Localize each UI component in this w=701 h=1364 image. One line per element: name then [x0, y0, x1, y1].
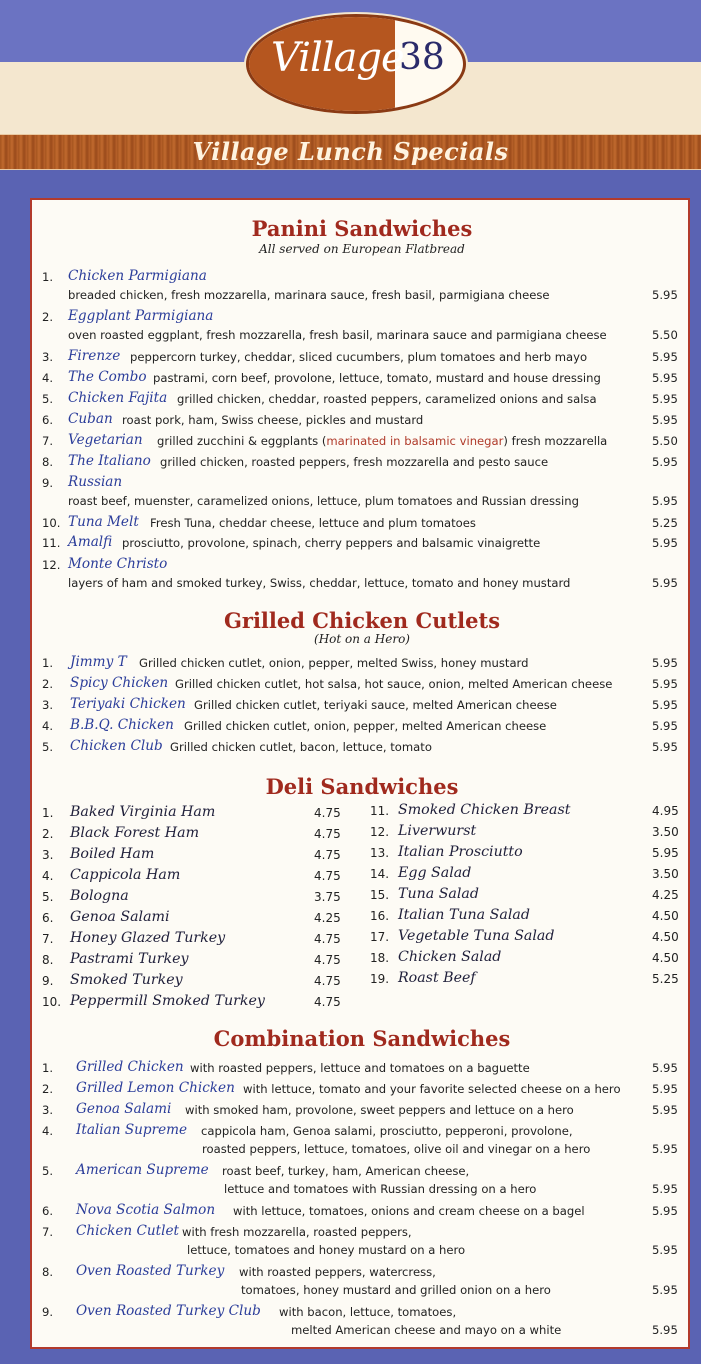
item-number: 4.	[42, 1124, 54, 1138]
item-name: The Italiano	[68, 453, 151, 469]
item-price: 4.95	[652, 804, 679, 818]
item-desc: pastrami, corn beef, provolone, lettuce, tomato, mustard and house dressing	[153, 371, 601, 385]
item-desc: with bacon, lettuce, tomatoes,	[279, 1305, 457, 1319]
deli-item	[42, 888, 362, 908]
item-name: Chicken Parmigiana	[68, 268, 207, 284]
item-name: Pastrami Turkey	[70, 951, 189, 967]
item-name: Italian Supreme	[76, 1122, 188, 1138]
combo-item-detail	[42, 1281, 682, 1301]
item-price: 4.75	[314, 974, 341, 988]
item-number: 4.	[42, 869, 54, 883]
item-name: Italian Prosciutto	[398, 844, 523, 860]
combo-item	[42, 1202, 682, 1222]
deli-item	[370, 865, 690, 885]
item-desc: breaded chicken, fresh mozzarella, marinara sauce, fresh basil, parmigiana cheese	[68, 288, 550, 302]
item-price: 5.95	[652, 1283, 678, 1297]
item-price: 5.25	[652, 972, 679, 986]
deli-item	[42, 846, 362, 866]
panini-item	[42, 556, 682, 576]
item-name: Italian Tuna Salad	[398, 907, 530, 923]
deli-item	[42, 825, 362, 845]
panini-item	[42, 390, 682, 410]
item-name: Genoa Salami	[70, 909, 170, 925]
deli-item	[370, 886, 690, 906]
grilled-item	[42, 675, 682, 695]
item-desc: grilled chicken, cheddar, roasted peppers, caramelized onions and salsa	[177, 392, 597, 406]
item-name: Spicy Chicken	[70, 675, 169, 691]
item-number: 10.	[42, 516, 61, 530]
item-name: Tuna Melt	[68, 514, 139, 530]
item-desc: with roasted peppers, watercress,	[239, 1265, 436, 1279]
panini-item-detail	[42, 492, 682, 512]
item-desc: roast pork, ham, Swiss cheese, pickles and mustard	[122, 413, 424, 427]
item-number: 11.	[370, 804, 390, 818]
item-price: 5.95	[652, 536, 678, 550]
item-price: 4.50	[652, 909, 679, 923]
panini-item	[42, 453, 682, 473]
item-price: 5.95	[652, 1103, 678, 1117]
panini-item	[42, 514, 682, 534]
item-name: Roast Beef	[398, 970, 476, 986]
item-desc: layers of ham and smoked turkey, Swiss, cheddar, lettuce, tomato and honey mustard	[68, 576, 571, 590]
item-price: 5.95	[652, 656, 678, 670]
deli-item	[42, 804, 362, 824]
deli-item	[42, 993, 362, 1013]
item-name: Chicken Fajita	[68, 390, 168, 406]
item-price: 5.95	[652, 1061, 678, 1075]
combo-item	[42, 1223, 682, 1243]
logo-name: Village	[271, 35, 404, 81]
item-desc: grilled chicken, roasted peppers, fresh mozzarella and pesto sauce	[160, 455, 549, 469]
combo-item	[42, 1303, 682, 1323]
item-price: 4.75	[314, 995, 341, 1009]
item-name: Oven Roasted Turkey	[76, 1263, 225, 1279]
combo-item	[42, 1080, 682, 1100]
panini-item	[42, 534, 682, 554]
deli-item	[42, 867, 362, 887]
item-name: Smoked Chicken Breast	[398, 802, 571, 818]
item-number: 4.	[42, 371, 54, 385]
item-name: Cappicola Ham	[70, 867, 181, 883]
item-desc: oven roasted eggplant, fresh mozzarella, fresh basil, marinara sauce and parmigiana cheese	[68, 328, 607, 342]
item-price: 4.50	[652, 930, 679, 944]
item-number: 3.	[42, 1103, 54, 1117]
item-desc: roast beef, turkey, ham, American cheese,	[222, 1164, 470, 1178]
panini-item-detail	[42, 326, 682, 346]
item-price: 5.50	[652, 328, 678, 342]
grilled-item	[42, 717, 682, 737]
grilled-item	[42, 654, 682, 674]
deli-item	[370, 949, 690, 969]
item-name: Bologna	[70, 888, 129, 904]
item-price: 5.95	[652, 1243, 678, 1257]
item-number: 17.	[370, 930, 390, 944]
item-price: 4.75	[314, 848, 341, 862]
item-desc: Grilled chicken cutlet, hot salsa, hot sauce, onion, melted American cheese	[175, 677, 613, 691]
item-name: Cuban	[68, 411, 113, 427]
item-price: 4.75	[314, 953, 341, 967]
grilled-item	[42, 738, 682, 758]
item-price: 4.75	[314, 827, 341, 841]
item-number: 2.	[42, 827, 54, 841]
item-desc: Grilled chicken cutlet, bacon, lettuce, tomato	[170, 740, 432, 754]
item-name: Russian	[68, 474, 123, 490]
item-number: 3.	[42, 698, 54, 712]
item-name: Amalfi	[68, 534, 113, 550]
item-price: 5.95	[652, 1082, 678, 1096]
item-name: Grilled Chicken	[76, 1059, 184, 1075]
item-price: 5.95	[652, 494, 678, 508]
item-price: 5.95	[652, 392, 678, 406]
item-number: 5.	[42, 1164, 54, 1178]
item-desc-highlight: marinated in balsamic vinegar	[326, 434, 504, 448]
item-name: Smoked Turkey	[70, 972, 183, 988]
deli-item	[42, 930, 362, 950]
item-price: 5.50	[652, 434, 678, 448]
item-price: 3.50	[652, 825, 679, 839]
item-number: 3.	[42, 848, 54, 862]
item-number: 4.	[42, 719, 54, 733]
item-name: Peppermill Smoked Turkey	[70, 993, 265, 1009]
combo-item-detail	[42, 1180, 682, 1200]
item-price: 5.95	[652, 740, 678, 754]
item-number: 8.	[42, 1265, 54, 1279]
item-price: 5.95	[652, 455, 678, 469]
item-desc: with fresh mozzarella, roasted peppers,	[182, 1225, 412, 1239]
item-number: 1.	[42, 270, 54, 284]
item-number: 6.	[42, 413, 54, 427]
item-number: 1.	[42, 806, 54, 820]
deli-item	[370, 970, 690, 990]
item-price: 5.95	[652, 350, 678, 364]
item-price: 5.95	[652, 1323, 678, 1337]
item-name: Teriyaki Chicken	[70, 696, 186, 712]
panini-item	[42, 308, 682, 328]
item-price: 5.95	[652, 1142, 678, 1156]
item-desc-continued: melted American cheese and mayo on a white	[291, 1323, 562, 1337]
item-desc: with smoked ham, provolone, sweet peppers and lettuce on a hero	[185, 1103, 574, 1117]
item-name: Egg Salad	[398, 865, 472, 881]
item-number: 18.	[370, 951, 390, 965]
item-number: 7.	[42, 1225, 54, 1239]
item-number: 2.	[42, 310, 54, 324]
item-name: Honey Glazed Turkey	[70, 930, 226, 946]
item-price: 5.95	[652, 413, 678, 427]
item-name: Chicken Cutlet	[76, 1223, 179, 1239]
item-number: 5.	[42, 392, 54, 406]
panini-subtitle: All served on European Flatbread	[259, 242, 465, 256]
grilled-subtitle: (Hot on a Hero)	[314, 632, 410, 646]
item-desc: Grilled chicken cutlet, onion, pepper, melted Swiss, honey mustard	[139, 656, 529, 670]
item-number: 12.	[370, 825, 390, 839]
item-name: American Supreme	[76, 1162, 209, 1178]
item-number: 7.	[42, 932, 54, 946]
panini-item	[42, 369, 682, 389]
grilled-item	[42, 696, 682, 716]
combo-item	[42, 1162, 682, 1182]
deli-item	[370, 844, 690, 864]
item-name: Genoa Salami	[76, 1101, 172, 1117]
item-name: Grilled Lemon Chicken	[76, 1080, 235, 1096]
item-name: Jimmy T	[70, 654, 127, 670]
item-desc: with lettuce, tomatoes, onions and cream cheese on a bagel	[233, 1204, 585, 1218]
item-number: 9.	[42, 476, 54, 490]
item-number: 7.	[42, 434, 54, 448]
subtitle-banner	[0, 134, 701, 170]
combo-item	[42, 1101, 682, 1121]
item-number: 5.	[42, 890, 54, 904]
item-number: 9.	[42, 974, 54, 988]
item-name: Liverwurst	[398, 823, 477, 839]
deli-item	[370, 802, 690, 822]
item-desc: with roasted peppers, lettuce and tomatoes on a baguette	[190, 1061, 530, 1075]
item-number: 6.	[42, 1204, 54, 1218]
item-desc-continued: tomatoes, honey mustard and grilled onion on a hero	[241, 1283, 551, 1297]
item-price: 4.25	[652, 888, 679, 902]
combo-title: Combination Sandwiches	[213, 1026, 511, 1051]
item-price: 4.75	[314, 869, 341, 883]
item-price: 4.75	[314, 806, 341, 820]
item-number: 2.	[42, 1082, 54, 1096]
item-number: 19.	[370, 972, 390, 986]
combo-item-detail	[42, 1241, 682, 1261]
item-number: 16.	[370, 909, 390, 923]
item-desc: Grilled chicken cutlet, onion, pepper, melted American cheese	[184, 719, 547, 733]
item-name: The Combo	[68, 369, 147, 385]
item-price: 5.95	[652, 719, 678, 733]
item-number: 8.	[42, 455, 54, 469]
panini-item	[42, 432, 682, 452]
village-logo	[246, 14, 466, 114]
panini-item	[42, 411, 682, 431]
item-name: Monte Christo	[68, 556, 168, 572]
grilled-title: Grilled Chicken Cutlets	[223, 608, 501, 633]
panini-item	[42, 268, 682, 288]
item-price: 5.95	[652, 698, 678, 712]
item-number: 12.	[42, 558, 61, 572]
panini-item-detail	[42, 286, 682, 306]
panini-item	[42, 348, 682, 368]
logo-number: 38	[399, 37, 445, 78]
item-price: 5.95	[652, 846, 679, 860]
item-desc: roast beef, muenster, caramelized onions, lettuce, plum tomatoes and Russian dressing	[68, 494, 579, 508]
item-name: Chicken Salad	[398, 949, 502, 965]
item-price: 3.50	[652, 867, 679, 881]
item-desc-continued: lettuce, tomatoes and honey mustard on a hero	[187, 1243, 466, 1257]
deli-item	[370, 907, 690, 927]
item-number: 15.	[370, 888, 390, 902]
item-price: 5.95	[652, 288, 678, 302]
item-number: 13.	[370, 846, 390, 860]
menu-subtitle: Village Lunch Specials	[192, 137, 509, 166]
item-desc: cappicola ham, Genoa salami, prosciutto, pepperoni, provolone,	[201, 1124, 573, 1138]
item-number: 11.	[42, 536, 61, 550]
item-price: 5.95	[652, 1182, 678, 1196]
panini-title: Panini Sandwiches	[251, 216, 473, 241]
combo-item-detail	[42, 1140, 682, 1160]
deli-item	[42, 909, 362, 929]
item-number: 9.	[42, 1305, 54, 1319]
item-number: 3.	[42, 350, 54, 364]
item-name: Tuna Salad	[398, 886, 479, 902]
item-name: Chicken Club	[70, 738, 163, 754]
item-desc-end: ) fresh mozzarella	[503, 434, 608, 448]
item-name: Eggplant Parmigiana	[68, 308, 214, 324]
combo-item	[42, 1122, 682, 1142]
item-number: 8.	[42, 953, 54, 967]
item-name: Boiled Ham	[70, 846, 155, 862]
menu-card	[30, 198, 690, 1349]
item-price: 3.75	[314, 890, 341, 904]
item-name: Firenze	[68, 348, 121, 364]
item-price: 5.95	[652, 677, 678, 691]
item-desc-start: grilled zucchini & eggplants (	[157, 434, 327, 448]
item-desc: peppercorn turkey, cheddar, sliced cucumbers, plum tomatoes and herb mayo	[130, 350, 588, 364]
combo-item	[42, 1059, 682, 1079]
item-price: 5.95	[652, 371, 678, 385]
panini-item	[42, 474, 682, 494]
item-price: 5.95	[652, 1204, 678, 1218]
deli-item	[370, 823, 690, 843]
item-name: Vegetarian	[68, 432, 143, 448]
item-number: 10.	[42, 995, 62, 1009]
combo-item	[42, 1263, 682, 1283]
item-number: 1.	[42, 656, 54, 670]
item-number: 1.	[42, 1061, 54, 1075]
item-price: 4.50	[652, 951, 679, 965]
deli-item	[42, 951, 362, 971]
item-name: Oven Roasted Turkey Club	[76, 1303, 261, 1319]
item-number: 14.	[370, 867, 390, 881]
item-name: B.B.Q. Chicken	[70, 717, 174, 733]
item-price: 4.75	[314, 932, 341, 946]
item-number: 5.	[42, 740, 54, 754]
item-name: Black Forest Ham	[70, 825, 200, 841]
deli-title: Deli Sandwiches	[265, 774, 459, 799]
item-desc: with lettuce, tomato and your favorite selected cheese on a hero	[243, 1082, 621, 1096]
item-desc-continued: lettuce and tomatoes with Russian dressing on a hero	[224, 1182, 537, 1196]
item-price: 5.25	[652, 516, 678, 530]
item-name: Vegetable Tuna Salad	[398, 928, 555, 944]
item-name: Baked Virginia Ham	[70, 804, 216, 820]
item-price: 4.25	[314, 911, 341, 925]
item-desc: Grilled chicken cutlet, teriyaki sauce, melted American cheese	[194, 698, 557, 712]
item-number: 6.	[42, 911, 54, 925]
deli-item	[42, 972, 362, 992]
item-desc-continued: roasted peppers, lettuce, tomatoes, olive oil and vinegar on a hero	[202, 1142, 591, 1156]
item-desc	[157, 434, 607, 448]
item-desc: prosciutto, provolone, spinach, cherry peppers and balsamic vinaigrette	[122, 536, 541, 550]
item-number: 2.	[42, 677, 54, 691]
item-desc: Fresh Tuna, cheddar cheese, lettuce and plum tomatoes	[150, 516, 476, 530]
item-price: 5.95	[652, 576, 678, 590]
combo-item-detail	[42, 1321, 682, 1341]
item-name: Nova Scotia Salmon	[76, 1202, 216, 1218]
panini-item-detail	[42, 574, 682, 594]
deli-item	[370, 928, 690, 948]
